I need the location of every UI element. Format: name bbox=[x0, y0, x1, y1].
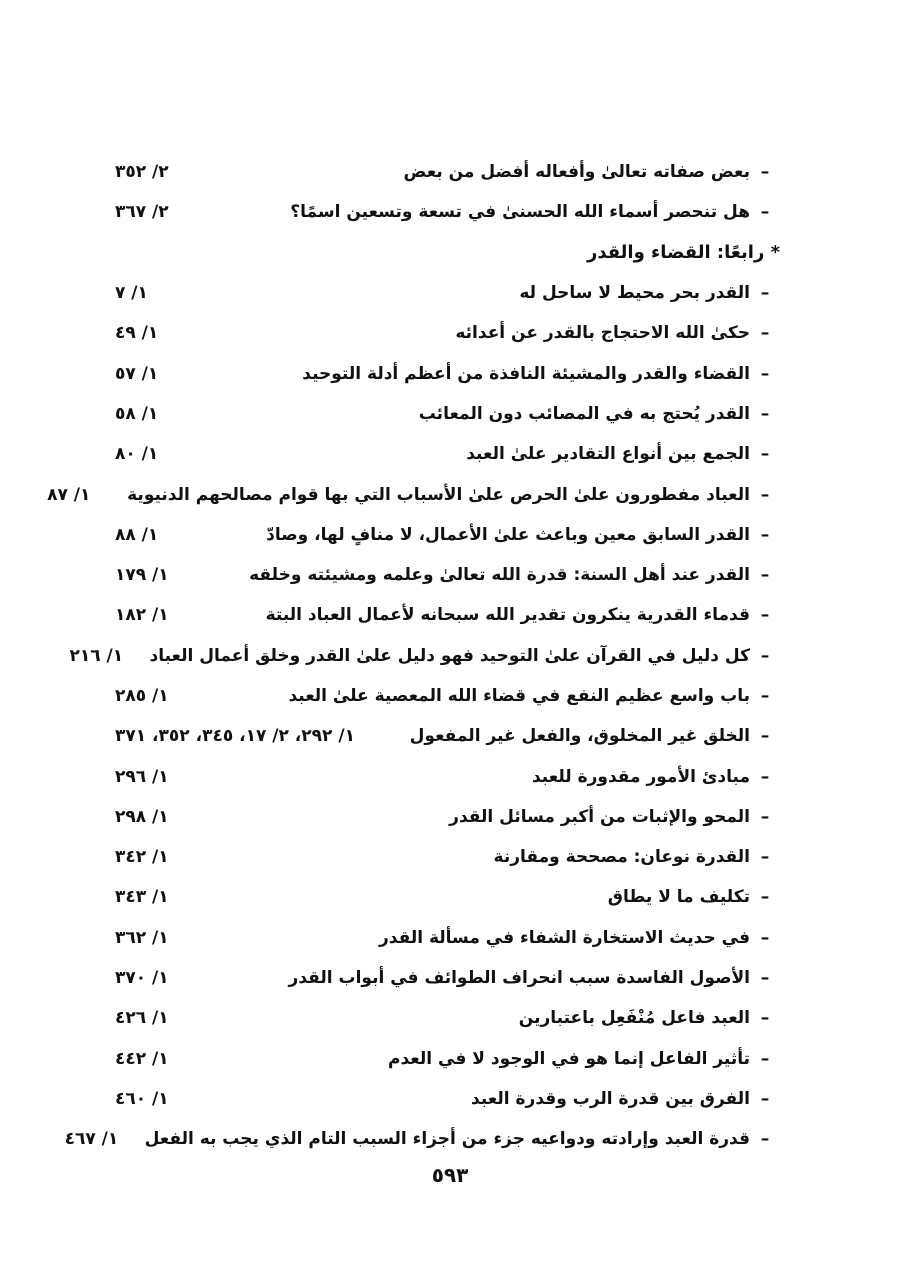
entry-title: الخلق غير المخلوق، والفعل غير المفعول bbox=[409, 726, 750, 747]
entry-text-group bbox=[608, 887, 780, 907]
entry-page-ref: ١/ ٢٩٨ bbox=[115, 806, 169, 827]
index-entry bbox=[115, 313, 780, 353]
entry-title: حكىٰ الله الاحتجاج بالقدر عن أعدائه bbox=[455, 323, 750, 344]
entry-text-group bbox=[302, 364, 780, 384]
index-entry bbox=[47, 474, 780, 514]
entry-dash: – bbox=[760, 363, 770, 384]
entry-page-ref: ١/ ٣٦٢ bbox=[115, 927, 169, 948]
index-entry bbox=[115, 515, 780, 555]
entry-title: في حديث الاستخارة الشفاء في مسألة القدر bbox=[379, 927, 750, 948]
entry-page-ref: ١/ ٨٠ bbox=[115, 444, 159, 465]
entry-page-ref: ١/ ٢٩٢، ٢/ ١٧، ٣٤٥، ٣٥٢، ٣٧١ bbox=[115, 726, 355, 747]
entry-dash: – bbox=[760, 927, 770, 948]
entry-title: القدرة نوعان: مصححة ومقارنة bbox=[493, 847, 750, 868]
entry-text-group bbox=[289, 968, 780, 988]
entry-title: الجمع بين أنواع التقادير علىٰ العبد bbox=[466, 444, 750, 465]
entry-page-ref: ١/ ٢٩٦ bbox=[115, 766, 169, 787]
entry-title: القدر بحر محيط لا ساحل له bbox=[519, 283, 750, 304]
entry-text-group bbox=[466, 444, 780, 464]
index-entry bbox=[115, 434, 780, 474]
entry-title: الأصول الفاسدة سبب انحراف الطوائف في أبواب القدر bbox=[288, 968, 750, 989]
index-entry bbox=[115, 676, 780, 716]
entry-page-ref: ١/ ٢١٦ bbox=[69, 645, 124, 666]
entry-title: العبد فاعل مُنْفَعِل باعتبارين bbox=[518, 1008, 750, 1029]
entry-dash: – bbox=[760, 403, 770, 424]
section-heading-text: * رابعًا: القضاء والقدر bbox=[586, 242, 780, 264]
entry-page-ref: ١/ ٧ bbox=[115, 283, 148, 304]
index-entry bbox=[115, 192, 780, 232]
entry-page-ref: ١/ ٤٤٢ bbox=[115, 1048, 169, 1069]
entry-text-group bbox=[388, 1049, 780, 1069]
index-entry bbox=[115, 555, 780, 595]
entry-dash: – bbox=[760, 686, 770, 706]
entry-text-group bbox=[410, 726, 780, 746]
entry-title: كل دليل في القرآن علىٰ التوحيد فهو دليل علىٰ القدر وخلق أعمال العباد bbox=[149, 645, 750, 666]
index-entry bbox=[115, 152, 780, 192]
entry-dash: – bbox=[760, 645, 770, 666]
entry-title: تأثير الفاعل إنما هو في الوجود لا في العدم bbox=[388, 1048, 750, 1069]
entry-text-group bbox=[127, 485, 780, 505]
index-entry bbox=[115, 998, 780, 1038]
entry-text-group bbox=[471, 1089, 780, 1109]
page-number: ٥٩٣ bbox=[431, 1163, 469, 1187]
entry-title: باب واسع عظيم النفع في قضاء الله المعصية علىٰ العبد bbox=[288, 686, 750, 706]
entry-title: القدر السابق معين وباعث علىٰ الأعمال، لا منافٍ لها، وصادّ bbox=[266, 524, 750, 545]
entry-dash: – bbox=[760, 1048, 770, 1069]
entry-page-ref: ١/ ٥٧ bbox=[115, 363, 159, 384]
entry-dash: – bbox=[760, 847, 770, 868]
entry-page-ref: ١/ ٥٨ bbox=[115, 403, 159, 424]
entry-title: العباد مفطورون علىٰ الحرص علىٰ الأسباب التي بها قوام مصالحهم الدنيوية bbox=[127, 484, 750, 505]
entry-dash: – bbox=[760, 1008, 770, 1029]
entry-text-group bbox=[290, 202, 780, 222]
entry-title: قدرة العبد وإرادته ودواعيه جزء من أجزاء السبب التام الذي يجب به الفعل bbox=[144, 1129, 750, 1150]
entry-text-group bbox=[149, 646, 780, 666]
entry-text-group bbox=[145, 1129, 780, 1149]
entry-title: تكليف ما لا يطاق bbox=[607, 887, 750, 908]
entry-title: هل تنحصر أسماء الله الحسنىٰ في تسعة وتسعين اسمًا؟ bbox=[290, 202, 750, 223]
entry-page-ref: ١/ ٣٧٠ bbox=[115, 968, 169, 989]
entry-dash: – bbox=[760, 605, 770, 626]
entry-page-ref: ١/ ٨٧ bbox=[47, 484, 91, 505]
entry-text-group bbox=[404, 162, 780, 182]
entry-dash: – bbox=[760, 887, 770, 908]
entry-text-group bbox=[288, 686, 780, 706]
entry-dash: – bbox=[760, 202, 770, 223]
entry-title: قدماء القدرية ينكرون تقدير الله سبحانه لأعمال العباد البتة bbox=[265, 605, 750, 626]
entry-text-group bbox=[449, 807, 780, 827]
index-entries bbox=[47, 152, 780, 1159]
section-heading bbox=[115, 233, 780, 273]
index-entry bbox=[115, 837, 780, 877]
index-entry bbox=[115, 918, 780, 958]
entry-dash: – bbox=[760, 726, 770, 747]
entry-dash: – bbox=[760, 323, 770, 344]
entry-page-ref: ٢/ ٣٥٢ bbox=[115, 162, 169, 183]
entry-text-group bbox=[379, 928, 780, 948]
index-entry bbox=[115, 273, 780, 313]
entry-text-group bbox=[266, 525, 780, 545]
entry-title: المحو والإثبات من أكبر مسائل القدر bbox=[449, 806, 750, 827]
entry-text-group bbox=[532, 767, 780, 787]
entry-page-ref: ١/ ٤٢٦ bbox=[115, 1008, 169, 1029]
entry-dash: – bbox=[760, 806, 770, 827]
entry-page-ref: ١/ ٣٤٢ bbox=[115, 847, 169, 868]
index-entry bbox=[115, 716, 780, 756]
entry-page-ref: ١/ ٤٦٧ bbox=[64, 1129, 119, 1150]
entry-dash: – bbox=[760, 766, 770, 787]
entry-title: بعض صفاته تعالىٰ وأفعاله أفضل من بعض bbox=[403, 162, 750, 183]
entry-page-ref: ١/ ٢٨٥ bbox=[115, 686, 169, 706]
entry-dash: – bbox=[760, 565, 770, 586]
entry-page-ref: ٢/ ٣٦٧ bbox=[115, 202, 169, 223]
entry-text-group bbox=[455, 323, 780, 343]
entry-dash: – bbox=[760, 444, 770, 465]
entry-title: القدر عند أهل السنة: قدرة الله تعالىٰ وعلمه ومشيئته وخلقه bbox=[249, 565, 750, 586]
entry-page-ref: ١/ ١٨٢ bbox=[115, 605, 169, 626]
entry-page-ref: ١/ ٤٦٠ bbox=[115, 1088, 169, 1109]
entry-text-group bbox=[494, 847, 780, 867]
entry-title: مبادئ الأمور مقدورة للعبد bbox=[531, 766, 750, 787]
index-entry bbox=[115, 756, 780, 796]
entry-text-group bbox=[519, 1008, 780, 1028]
entry-page-ref: ١/ ١٧٩ bbox=[115, 565, 169, 586]
entry-dash: – bbox=[760, 1129, 770, 1150]
entry-title: الفرق بين قدرة الرب وقدرة العبد bbox=[471, 1088, 750, 1109]
entry-dash: – bbox=[760, 968, 770, 989]
index-entry bbox=[64, 1119, 780, 1159]
entry-page-ref: ١/ ٣٤٣ bbox=[115, 887, 169, 908]
entry-page-ref: ١/ ٤٩ bbox=[115, 323, 159, 344]
entry-title: القدر يُحتج به في المصائب دون المعائب bbox=[418, 403, 750, 424]
entry-title: القضاء والقدر والمشيئة النافذة من أعظم أدلة التوحيد bbox=[302, 363, 750, 384]
entry-page-ref: ١/ ٨٨ bbox=[115, 524, 159, 545]
entry-dash: – bbox=[760, 484, 770, 505]
index-entry bbox=[115, 958, 780, 998]
entry-dash: – bbox=[760, 162, 770, 183]
index-entry bbox=[69, 636, 780, 676]
entry-dash: – bbox=[760, 283, 770, 304]
index-entry bbox=[115, 1039, 780, 1079]
index-entry bbox=[115, 877, 780, 917]
entry-text-group bbox=[419, 404, 780, 424]
index-entry bbox=[115, 1079, 780, 1119]
index-entry bbox=[115, 797, 780, 837]
entry-dash: – bbox=[760, 1088, 770, 1109]
index-entry bbox=[115, 353, 780, 393]
index-entry bbox=[115, 394, 780, 434]
entry-text-group bbox=[249, 565, 780, 585]
index-entry bbox=[115, 595, 780, 635]
entry-text-group bbox=[266, 605, 780, 625]
entry-text-group bbox=[519, 283, 780, 303]
entry-dash: – bbox=[760, 524, 770, 545]
